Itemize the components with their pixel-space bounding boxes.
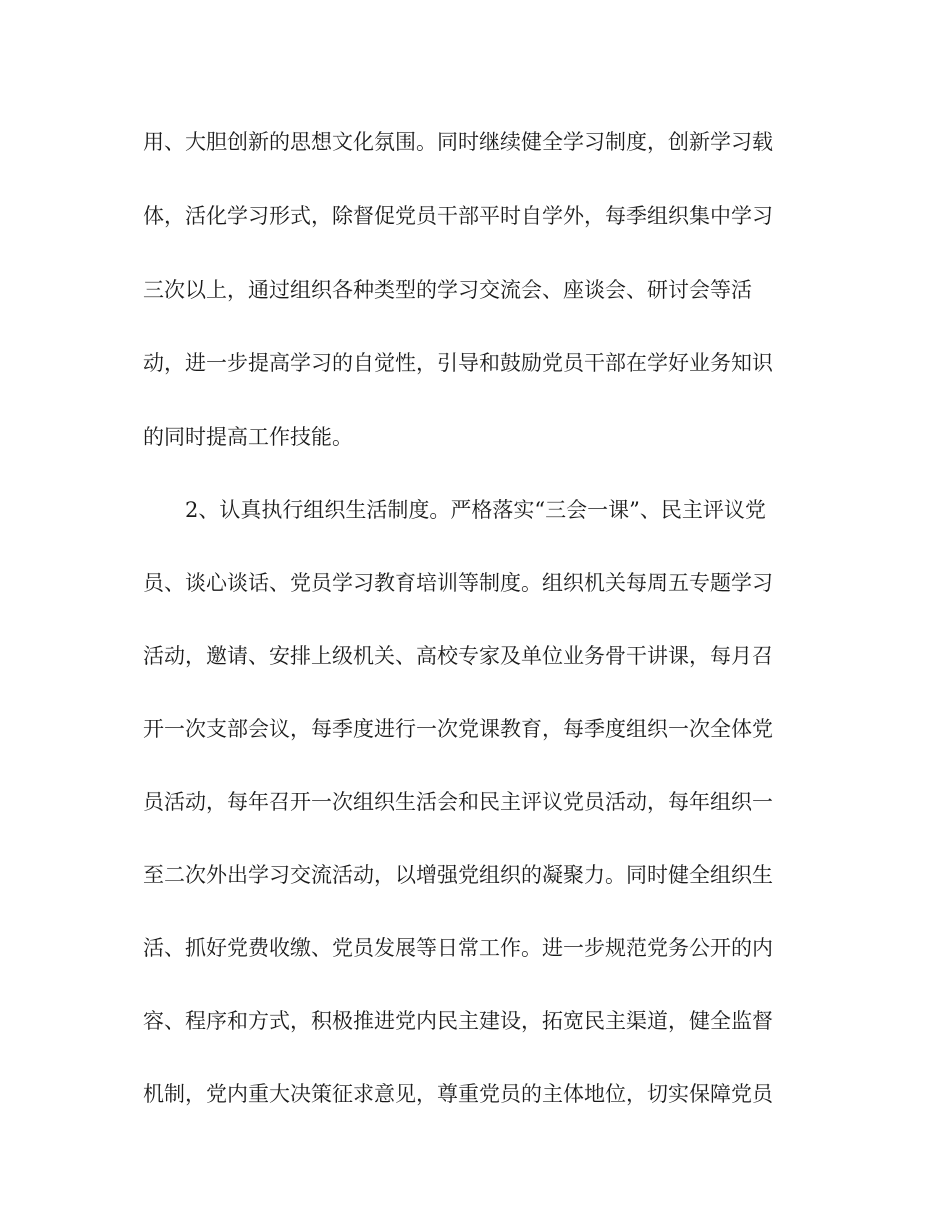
text-line-12: 活、抓好党费收缴、党员发展等日常工作。进一步规范党务公开的内: [143, 936, 773, 960]
text-line-5: 的同时提高工作技能。: [143, 425, 353, 449]
text-line-3: 三次以上，通过组织各种类型的学习交流会、座谈会、研讨会等活: [143, 278, 752, 302]
text-line-13: 容、程序和方式，积极推进党内民主建设，拓宽民主渠道，健全监督: [143, 1009, 773, 1033]
text-line-9: 开一次支部会议，每季度进行一次党课教育，每季度组织一次全体党: [143, 717, 773, 741]
text-line-8: 活动，邀请、安排上级机关、高校专家及单位业务骨干讲课，每月召: [143, 644, 773, 668]
text-line-7: 员、谈心谈话、党员学习教育培训等制度。组织机关每周五专题学习: [143, 571, 773, 595]
text-line-14: 机制，党内重大决策征求意见，尊重党员的主体地位，切实保障党员: [143, 1082, 773, 1106]
text-line-10: 员活动，每年召开一次组织生活会和民主评议党员活动，每年组织一: [143, 790, 773, 814]
text-line-4: 动，进一步提高学习的自觉性，引导和鼓励党员干部在学好业务知识: [143, 351, 773, 375]
text-line-6: 2、认真执行组织生活制度。严格落实“三会一课”、民主评议党: [185, 498, 766, 522]
text-line-1: 用、大胆创新的思想文化氛围。同时继续健全学习制度，创新学习载: [143, 130, 773, 154]
text-line-2: 体，活化学习形式，除督促党员干部平时自学外，每季组织集中学习: [143, 204, 773, 228]
text-line-11: 至二次外出学习交流活动，以增强党组织的凝聚力。同时健全组织生: [143, 863, 773, 887]
